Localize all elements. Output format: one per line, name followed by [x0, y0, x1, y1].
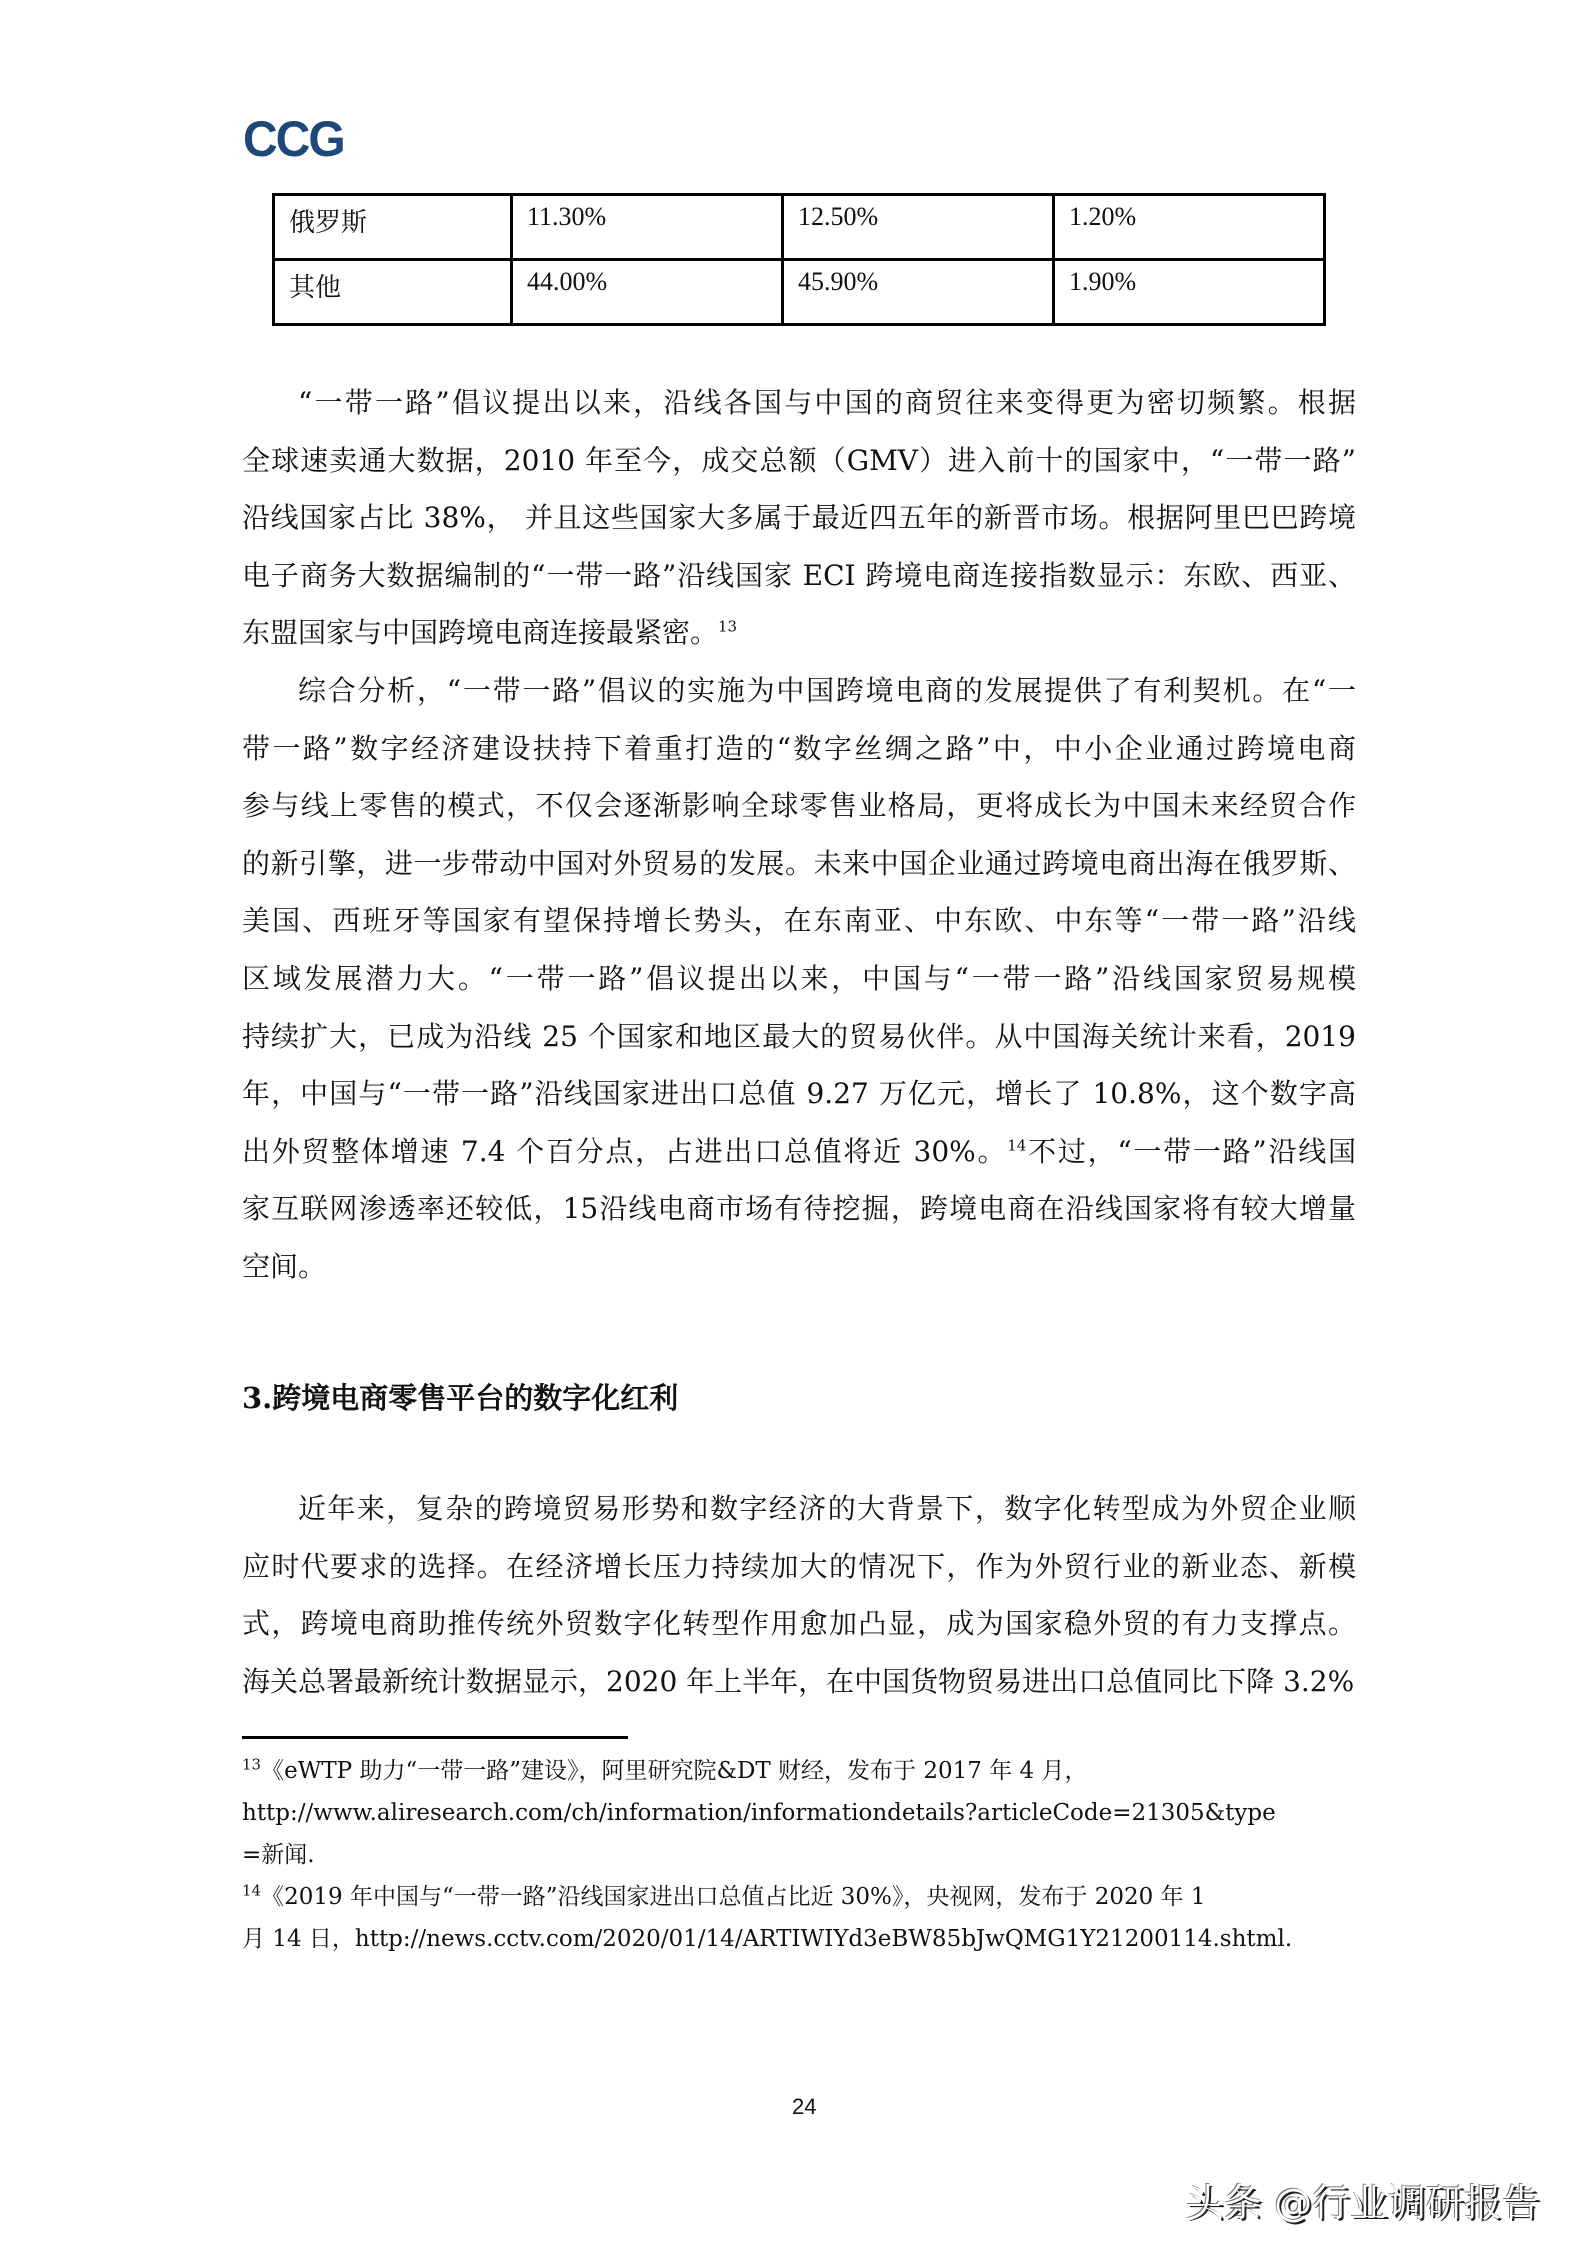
- footnote-ref: 14: [1007, 1136, 1027, 1155]
- table-cell: 其他: [274, 260, 512, 325]
- table-cell: 俄罗斯: [274, 195, 512, 260]
- text-line: 家互联网渗透率还较低，15沿线电商市场有待挖掘，跨境电商在沿线国家将有较大增量: [242, 1192, 1356, 1226]
- text-line: [242, 1123, 1356, 1181]
- paragraph-3: [242, 1480, 1356, 1710]
- page-number: 24: [792, 2094, 817, 2119]
- text-line: [242, 1750, 1356, 1792]
- footnote-ref: 13: [718, 618, 738, 637]
- section-heading: 3.跨境电商零售平台的数字化红利: [242, 1381, 679, 1415]
- text-line: 持续扩大，已成为沿线 25 个国家和地区最大的贸易伙伴。从中国海关统计来看，2019: [242, 1019, 1356, 1053]
- text-line: 电子商务大数据编制的“一带一路”沿线国家 ECI 跨境电商连接指数显示：东欧、西亚、: [242, 558, 1356, 592]
- table-cell: 44.00%: [512, 260, 783, 325]
- text-line: 参与线上零售的模式，不仅会逐渐影响全球零售业格局，更将成长为中国未来经贸合作: [242, 789, 1356, 823]
- table-cell: 45.90%: [783, 260, 1054, 325]
- text-line: [242, 604, 1356, 662]
- footnotes: [242, 1750, 1356, 1960]
- text-line: 带一路”数字经济建设扶持下着重打造的“数字丝绸之路”中，中小企业通过跨境电商: [242, 731, 1356, 765]
- text-line: 海关总署最新统计数据显示，2020 年上半年，在中国货物贸易进出口总值同比下降 3.2%: [242, 1664, 1355, 1698]
- footnote-text: 《2019 年中国与“一带一路”沿线国家进出口总值占比近 30%》，央视网，发布于 2020 年 1: [261, 1884, 1206, 1910]
- footnote-text: 《eWTP 助力“一带一路”建设》，阿里研究院&DT 财经，发布于 2017 年 4 月，: [261, 1758, 1088, 1784]
- table-cell: 1.20%: [1054, 195, 1325, 260]
- text-line: http://www.aliresearch.com/ch/information/informationdetails?articleCode=21305&type: [242, 1800, 1276, 1826]
- paragraph-2: [242, 662, 1356, 1296]
- watermark: 头条 @行业调研报告: [1186, 2181, 1541, 2225]
- text-line: 美国、西班牙等国家有望保持增长势头，在东南亚、中东欧、中东等“一带一路”沿线: [242, 904, 1356, 938]
- text-line: 空间。: [242, 1249, 327, 1283]
- text-line: [242, 1876, 1356, 1918]
- table-row: [274, 260, 1325, 325]
- ccg-logo: CCG: [243, 111, 344, 168]
- footnote-marker: 13: [242, 1755, 262, 1774]
- text-line: 的新引擎，进一步带动中国对外贸易的发展。未来中国企业通过跨境电商出海在俄罗斯、: [242, 846, 1356, 880]
- table-cell: 12.50%: [783, 195, 1054, 260]
- line-text: 出外贸整体增速 7.4 个百分点，占进出口总值将近 30%。: [242, 1134, 1008, 1168]
- line-text: 东盟国家与中国跨境电商连接最紧密。: [242, 616, 719, 650]
- text-line: 年，中国与“一带一路”沿线国家进出口总值 9.27 万亿元，增长了 10.8%，这个数字高: [242, 1077, 1356, 1111]
- footnote-marker: 14: [242, 1881, 262, 1900]
- line-text: 不过，“一带一路”沿线国: [1026, 1134, 1356, 1168]
- text-line: “一带一路”倡议提出以来，沿线各国与中国的商贸往来变得更为密切频繁。根据: [298, 386, 1356, 419]
- data-table: [272, 193, 1326, 326]
- text-line: 综合分析，“一带一路”倡议的实施为中国跨境电商的发展提供了有利契机。在“一: [298, 674, 1356, 707]
- text-line: 区域发展潜力大。“一带一路”倡议提出以来，中国与“一带一路”沿线国家贸易规模: [242, 961, 1356, 995]
- text-line: 月 14 日，http://news.cctv.com/2020/01/14/ARTIWIYd3eBW85bJwQMG1Y21200114.shtml.: [242, 1926, 1293, 1952]
- text-line: 近年来，复杂的跨境贸易形势和数字经济的大背景下，数字化转型成为外贸企业顺: [298, 1492, 1356, 1525]
- text-line: 全球速卖通大数据，2010 年至今，成交总额（GMV）进入前十的国家中，“一带一路”: [242, 443, 1356, 477]
- paragraph-1: [242, 374, 1356, 662]
- table-cell: 11.30%: [512, 195, 783, 260]
- footnote-divider: [242, 1736, 628, 1739]
- table-cell: 1.90%: [1054, 260, 1325, 325]
- table-row: [274, 195, 1325, 260]
- text-line: 应时代要求的选择。在经济增长压力持续加大的情况下，作为外贸行业的新业态、新模: [242, 1549, 1356, 1583]
- text-line: =新闻.: [242, 1842, 315, 1868]
- text-line: 式，跨境电商助推传统外贸数字化转型作用愈加凸显，成为国家稳外贸的有力支撑点。: [242, 1607, 1356, 1641]
- text-line: 沿线国家占比 38%， 并且这些国家大多属于最近四五年的新晋市场。根据阿里巴巴跨境: [242, 501, 1356, 535]
